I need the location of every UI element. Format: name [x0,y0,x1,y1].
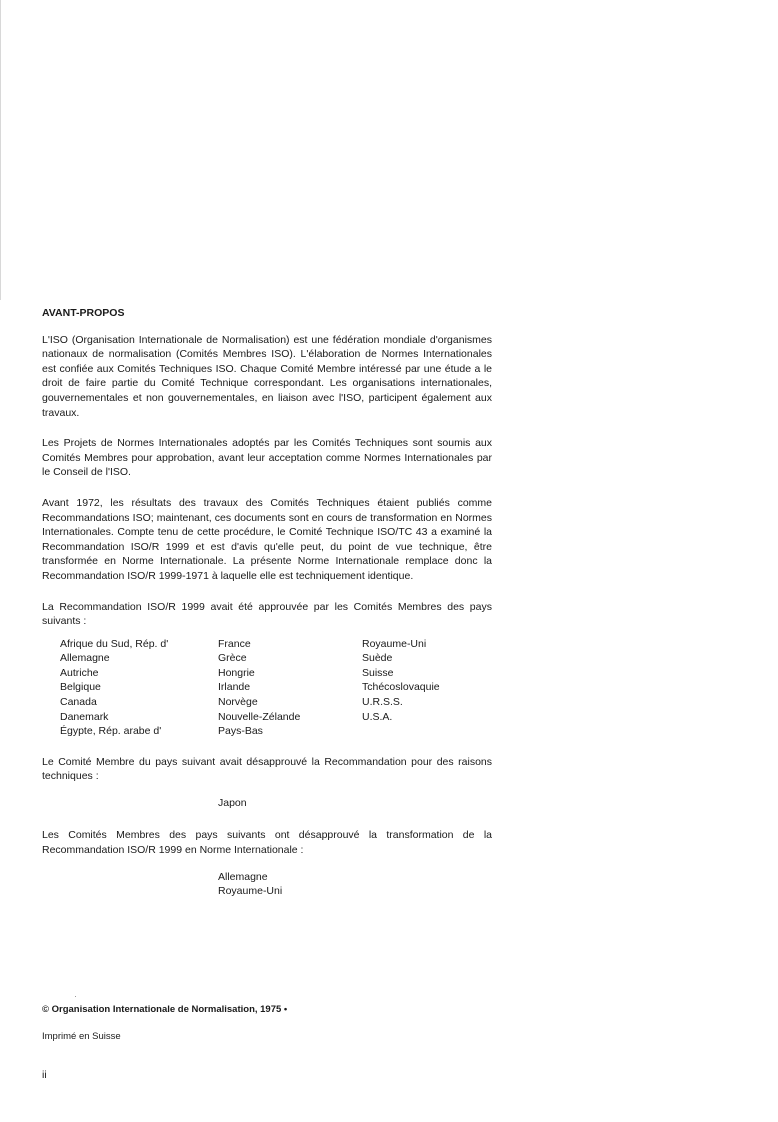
copyright-notice: © Organisation Internationale de Normalisation, 1975 • [42,1004,288,1015]
country-item: Tchécoslovaquie [362,681,440,694]
printed-in-notice: Imprimé en Suisse [42,1031,121,1042]
country-item: U.R.S.S. [362,696,403,709]
country-item: U.S.A. [362,710,393,723]
country-item: Japon [218,796,247,809]
country-item: Canada [60,696,97,709]
countries-column-1 [60,637,168,739]
country-item: Nouvelle-Zélande [218,710,301,723]
disapproving-country-list [218,796,492,811]
countries-column-3 [362,637,440,725]
countries-column-2 [218,637,300,739]
country-item: Danemark [60,710,109,723]
country-item: Belgique [60,681,101,694]
country-item: Norvège [218,696,258,709]
country-item: France [218,637,251,650]
foreword-heading: AVANT-PROPOS [42,307,125,319]
transformation-country-list [218,870,492,899]
paragraph-iso-intro: L'ISO (Organisation Internationale de Normalisation) est une fédération mondiale d'organismes nationaux de normalisation (Comités Membres ISO). L'élaboration de Normes Internationales est confiée aux Comités Techniques ISO. Chaque Comité Membre intéressé par une étude a le droit de faire partie du Comité Technique correspondant. Les organisations internationales, gouvernementales et non gouvernementales, en liaison avec l'ISO, participent également aux travaux. [42,333,492,419]
country-item: Royaume-Uni [218,885,283,898]
scan-edge [0,0,1,300]
country-item: Suisse [362,666,394,679]
country-item: Irlande [218,681,251,694]
foreword-content [42,306,492,917]
paragraph-approval-intro: La Recommandation ISO/R 1999 avait été approuvée par les Comités Membres des pays suivants : [42,600,492,628]
page-number: ii [42,1069,47,1081]
country-item: Hongrie [218,666,255,679]
paragraph-history: Avant 1972, les résultats des travaux des Comités Techniques étaient publiés comme Recommandations ISO; maintenant, ces documents sont en cours de transformation en Normes Internationales. Compte tenu de cette procédure, le Comité Technique ISO/TC 43 a examiné la Recommandation ISO/R 1999 et est d'avis qu'elle peut, du point de vue technique, être transformée en Norme Internationale. La présente Norme Internationale remplace donc la Recommandation ISO/R 1999-1971 à laquelle elle est techniquement identique. [42,496,492,582]
approving-countries-table [60,637,492,741]
paragraph-draft-standards: Les Projets de Normes Internationales adoptés par les Comités Techniques sont soumis aux Comités Membres pour approbation, avant leur acceptation comme Normes Internationales par le Conseil de l'ISO. [42,437,492,479]
country-item: Grèce [218,652,247,665]
country-item: Afrique du Sud, Rép. d' [60,637,169,650]
country-item: Égypte, Rép. arabe d' [60,725,162,738]
scan-speck [75,996,76,997]
country-item: Royaume-Uni [362,637,427,650]
paragraph-disapproval: Le Comité Membre du pays suivant avait désapprouvé la Recommandation pour des raisons techniques : [42,755,492,783]
paragraph-transformation: Les Comités Membres des pays suivants ont désapprouvé la transformation de la Recommandation ISO/R 1999 en Norme Internationale : [42,829,492,857]
country-item: Allemagne [218,870,268,883]
country-item: Autriche [60,666,99,679]
country-item: Pays-Bas [218,725,263,738]
country-item: Suède [362,652,393,665]
country-item: Allemagne [60,652,110,665]
